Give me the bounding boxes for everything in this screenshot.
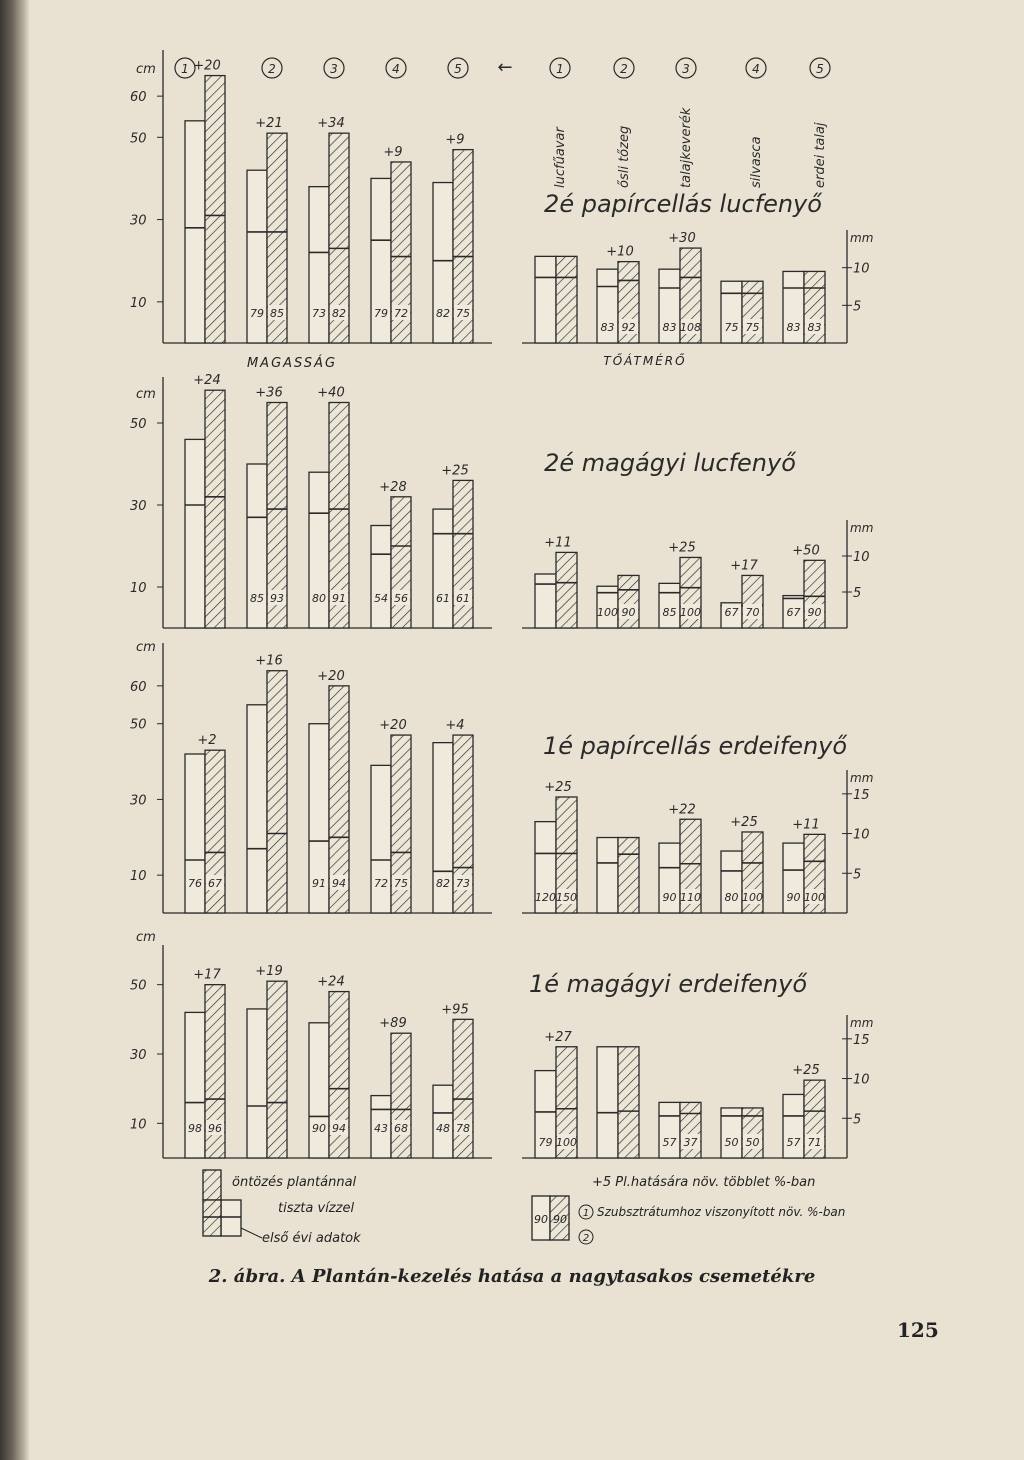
legend-hatched-label: öntözés plantánnal (232, 1175, 357, 1190)
left-marker-label: 2 (268, 62, 276, 76)
bar-water (185, 1012, 205, 1158)
increase-label: +10 (606, 244, 634, 260)
ratio-label-water: 75 (724, 321, 739, 334)
right-marker-label: 3 (682, 62, 690, 76)
ratio-label-water: 43 (374, 1122, 388, 1135)
bar-plantan (267, 671, 287, 913)
ratio-label-water: 120 (535, 891, 556, 904)
bar-plantan (556, 256, 577, 343)
ratio-label-plantan: 37 (683, 1136, 698, 1149)
ratio-label-plantan: 92 (621, 321, 636, 334)
y-unit-label: mm (850, 771, 874, 785)
chart-panel-8 (522, 1015, 873, 1158)
bar-water (185, 121, 205, 343)
left-marker-label: 5 (454, 62, 462, 76)
diameter-axis-title: TŐÁTMÉRŐ (603, 354, 687, 368)
y-unit-label: mm (850, 231, 874, 245)
ratio-label-plantan: 75 (745, 321, 760, 334)
y-unit-label: mm (850, 521, 874, 535)
increase-label: +11 (544, 535, 572, 551)
increase-label: +36 (255, 385, 283, 401)
increase-label: +9 (383, 144, 403, 160)
increase-label: +24 (193, 373, 221, 389)
legend-pointer-arrow (241, 1228, 262, 1238)
substrate-label: ősli tőzeg (617, 125, 632, 188)
ratio-label-water: 57 (662, 1136, 677, 1149)
y-tick-label: 5 (853, 586, 862, 601)
y-tick-label: 10 (853, 261, 870, 277)
ratio-label-plantan: 100 (804, 891, 825, 904)
ratio-label-water: 83 (600, 321, 615, 334)
chart-panel-6 (522, 770, 873, 913)
y-tick-label: 30 (130, 213, 147, 229)
bar-water (597, 1047, 618, 1158)
chart-title: 1é papírcellás erdeifenyő (542, 732, 848, 760)
right-marker-label: 4 (752, 62, 760, 76)
bar-plantan (391, 1033, 411, 1158)
y-unit-label: cm (136, 930, 156, 945)
ratio-label-water: 80 (724, 891, 739, 904)
increase-label: +20 (317, 668, 345, 684)
ratio-label-plantan: 72 (394, 307, 408, 320)
ratio-label-water: 82 (436, 307, 450, 320)
ratio-label-plantan: 61 (456, 592, 470, 605)
ratio-label-water: 50 (724, 1136, 739, 1149)
right-marker-label: 2 (620, 62, 628, 76)
chart-panel-4 (522, 520, 873, 628)
ratio-label-water: 79 (250, 307, 264, 320)
figure-caption: 2. ábra. A Plantán-kezelés hatása a nagytasakos csemetékre (208, 1266, 816, 1287)
increase-label: +4 (445, 718, 465, 734)
y-unit-label: mm (850, 1016, 874, 1030)
increase-label: +20 (379, 718, 407, 734)
legend-marker-1: 1 (582, 1208, 590, 1219)
increase-label: +19 (255, 964, 283, 980)
increase-label: +25 (668, 540, 696, 556)
ratio-label-water: 85 (662, 606, 677, 619)
ratio-label-water: 79 (538, 1136, 553, 1149)
ratio-label-plantan: 56 (394, 592, 408, 605)
legend-ratio-note: Szubsztrátumhoz viszonyított növ. %-ban (597, 1205, 846, 1219)
ratio-label-plantan: 108 (680, 321, 701, 334)
increase-label: +9 (445, 132, 465, 148)
increase-label: +95 (441, 1002, 469, 1018)
ratio-label-plantan: 73 (456, 877, 470, 890)
y-tick-label: 30 (130, 1048, 147, 1063)
y-unit-label: cm (136, 62, 156, 77)
bar-water (371, 765, 391, 913)
legend-plus-note: +5 Pl.hatására növ. többlet %-ban (592, 1175, 816, 1190)
increase-label: +2 (197, 733, 217, 749)
bar-water (535, 574, 556, 628)
increase-label: +27 (544, 1029, 572, 1045)
bar-water (185, 439, 205, 628)
y-tick-label: 10 (130, 869, 147, 885)
ratio-label-plantan: 71 (807, 1136, 822, 1149)
ratio-label-plantan: 100 (680, 606, 701, 619)
ratio-label-plantan: 70 (745, 606, 760, 619)
ratio-label-water: 67 (786, 606, 801, 619)
page-number: 125 (897, 1318, 939, 1342)
ratio-label-plantan: 94 (332, 877, 346, 890)
y-tick-label: 50 (130, 417, 147, 432)
bar-water (597, 838, 618, 913)
right-marker-label: 1 (556, 62, 564, 76)
left-marker-label: 1 (181, 62, 189, 76)
increase-label: +25 (792, 1063, 820, 1079)
legend-hatched-swatch (203, 1170, 221, 1200)
ratio-label-plantan: 82 (332, 307, 346, 320)
ratio-label-water: 67 (724, 606, 739, 619)
y-tick-label: 50 (130, 131, 147, 147)
y-tick-label: 5 (853, 1112, 862, 1128)
bar-plantan (453, 480, 473, 628)
increase-label: +17 (193, 967, 221, 983)
y-tick-label: 60 (130, 679, 147, 695)
legend-hatched-lower (203, 1200, 221, 1236)
y-tick-label: 30 (130, 793, 147, 809)
legend-plain-label: tiszta vízzel (278, 1201, 355, 1216)
bar-plantan (205, 390, 225, 628)
legend-first-year-label: első évi adatok (262, 1231, 361, 1246)
left-marker-label: 4 (392, 62, 400, 76)
chart-panel-7 (130, 930, 807, 1158)
ratio-label-plantan: 100 (556, 1136, 577, 1149)
ratio-label-plantan: 50 (745, 1136, 760, 1149)
charts-layer (130, 50, 873, 1158)
ratio-label-water: 80 (312, 592, 326, 605)
chart-title: 1é magágyi erdeifenyő (528, 970, 808, 998)
increase-label: +11 (792, 817, 820, 833)
legend-ratio-value-left: 90 (534, 1213, 548, 1226)
bar-plantan (453, 1019, 473, 1158)
ratio-label-water: 83 (786, 321, 801, 334)
ratio-label-plantan: 94 (332, 1122, 346, 1135)
y-tick-label: 50 (130, 717, 147, 733)
ratio-label-water: 83 (662, 321, 677, 334)
ratio-label-water: 57 (786, 1136, 801, 1149)
y-tick-label: 60 (130, 90, 147, 106)
increase-label: +24 (317, 974, 345, 990)
left-marker-label: 3 (330, 62, 338, 76)
bar-plantan (618, 575, 639, 628)
right-marker-label: 5 (816, 62, 824, 76)
legend-plain-swatch (221, 1200, 241, 1236)
increase-label: +28 (379, 479, 407, 495)
ratio-label-water: 98 (188, 1122, 202, 1135)
bar-plantan (742, 575, 763, 628)
ratio-label-water: 79 (374, 307, 388, 320)
ratio-label-water: 82 (436, 877, 450, 890)
ratio-label-water: 73 (312, 307, 326, 320)
bar-plantan (391, 497, 411, 628)
ratio-label-plantan: 75 (456, 307, 470, 320)
ratio-label-plantan: 96 (208, 1122, 222, 1135)
ratio-label-water: 54 (374, 592, 388, 605)
ratio-label-plantan: 90 (807, 606, 822, 619)
chart-panel-2 (522, 230, 873, 343)
increase-label: +17 (730, 558, 758, 574)
increase-label: +40 (317, 385, 345, 401)
increase-label: +21 (255, 116, 283, 132)
ratio-label-plantan: 91 (332, 592, 346, 605)
chart-panel-1 (130, 50, 822, 343)
y-tick-label: 15 (853, 1032, 870, 1048)
y-unit-label: cm (136, 387, 156, 402)
increase-label: +22 (668, 802, 696, 818)
y-unit-label: cm (136, 640, 156, 655)
legend (203, 1170, 845, 1246)
bar-water (433, 509, 453, 628)
ratio-label-water: 91 (312, 877, 326, 890)
ratio-label-water: 90 (786, 891, 801, 904)
bar-water (309, 1023, 329, 1158)
ratio-label-water: 100 (597, 606, 618, 619)
y-tick-label: 5 (853, 867, 862, 883)
legend-ratio-value-right: 90 (553, 1213, 567, 1226)
increase-label: +25 (441, 463, 469, 479)
ratio-label-plantan: 93 (270, 592, 284, 605)
ratio-label-water: 85 (250, 592, 264, 605)
ratio-label-plantan: 78 (456, 1122, 470, 1135)
ratio-label-water: 72 (374, 877, 388, 890)
increase-label: +16 (255, 653, 283, 669)
substrate-label: lucfűavar (553, 127, 568, 188)
increase-label: +25 (544, 780, 572, 796)
bar-plantan (267, 981, 287, 1158)
substrate-label: talajkeverék (679, 107, 694, 188)
increase-label: +89 (379, 1016, 407, 1032)
increase-label: +34 (317, 116, 345, 132)
bar-plantan (205, 76, 225, 343)
ratio-label-water: 90 (312, 1122, 326, 1135)
height-axis-title: MAGASSÁG (246, 356, 338, 371)
ratio-label-plantan: 83 (807, 321, 822, 334)
ratio-label-water: 61 (436, 592, 450, 605)
y-tick-label: 10 (130, 581, 147, 596)
y-tick-label: 10 (130, 295, 147, 311)
bar-plantan (556, 552, 577, 628)
ratio-label-water: 48 (436, 1122, 450, 1135)
bar-water (659, 1102, 680, 1158)
y-tick-label: 5 (853, 299, 862, 315)
ratio-label-water: 90 (662, 891, 677, 904)
y-tick-label: 10 (130, 1117, 147, 1133)
ratio-label-plantan: 110 (680, 891, 701, 904)
increase-label: +50 (792, 543, 820, 559)
ratio-label-plantan: 75 (394, 877, 408, 890)
y-tick-label: 50 (130, 978, 147, 994)
ratio-label-plantan: 85 (270, 307, 284, 320)
substrate-label: silvasca (749, 136, 764, 188)
bar-plantan (618, 838, 639, 913)
increase-label: +20 (193, 58, 221, 74)
bar-water (371, 526, 391, 629)
y-tick-label: 15 (853, 787, 870, 803)
bar-water (535, 256, 556, 343)
ratio-label-plantan: 68 (394, 1122, 408, 1135)
header-arrow: ← (497, 57, 513, 78)
bar-water (247, 1009, 267, 1158)
y-tick-label: 10 (853, 550, 870, 565)
bar-water (247, 705, 267, 913)
y-tick-label: 10 (853, 1072, 870, 1088)
ratio-label-plantan: 100 (742, 891, 763, 904)
ratio-label-plantan: 90 (621, 606, 636, 619)
ratio-label-plantan: 150 (556, 891, 577, 904)
increase-label: +25 (730, 814, 758, 830)
bar-plantan (618, 1047, 639, 1158)
substrate-label: erdei talaj (813, 122, 828, 188)
bar-plantan (680, 1102, 701, 1158)
chart-title: 2é magágyi lucfenyő (544, 449, 796, 477)
chart-title: 2é papírcellás lucfenyő (544, 190, 822, 218)
ratio-label-plantan: 67 (208, 877, 222, 890)
ratio-label-water: 76 (188, 877, 202, 890)
y-tick-label: 10 (853, 827, 870, 843)
legend-marker-2: 2 (582, 1233, 590, 1244)
y-tick-label: 30 (130, 499, 147, 514)
increase-label: +30 (668, 231, 696, 247)
